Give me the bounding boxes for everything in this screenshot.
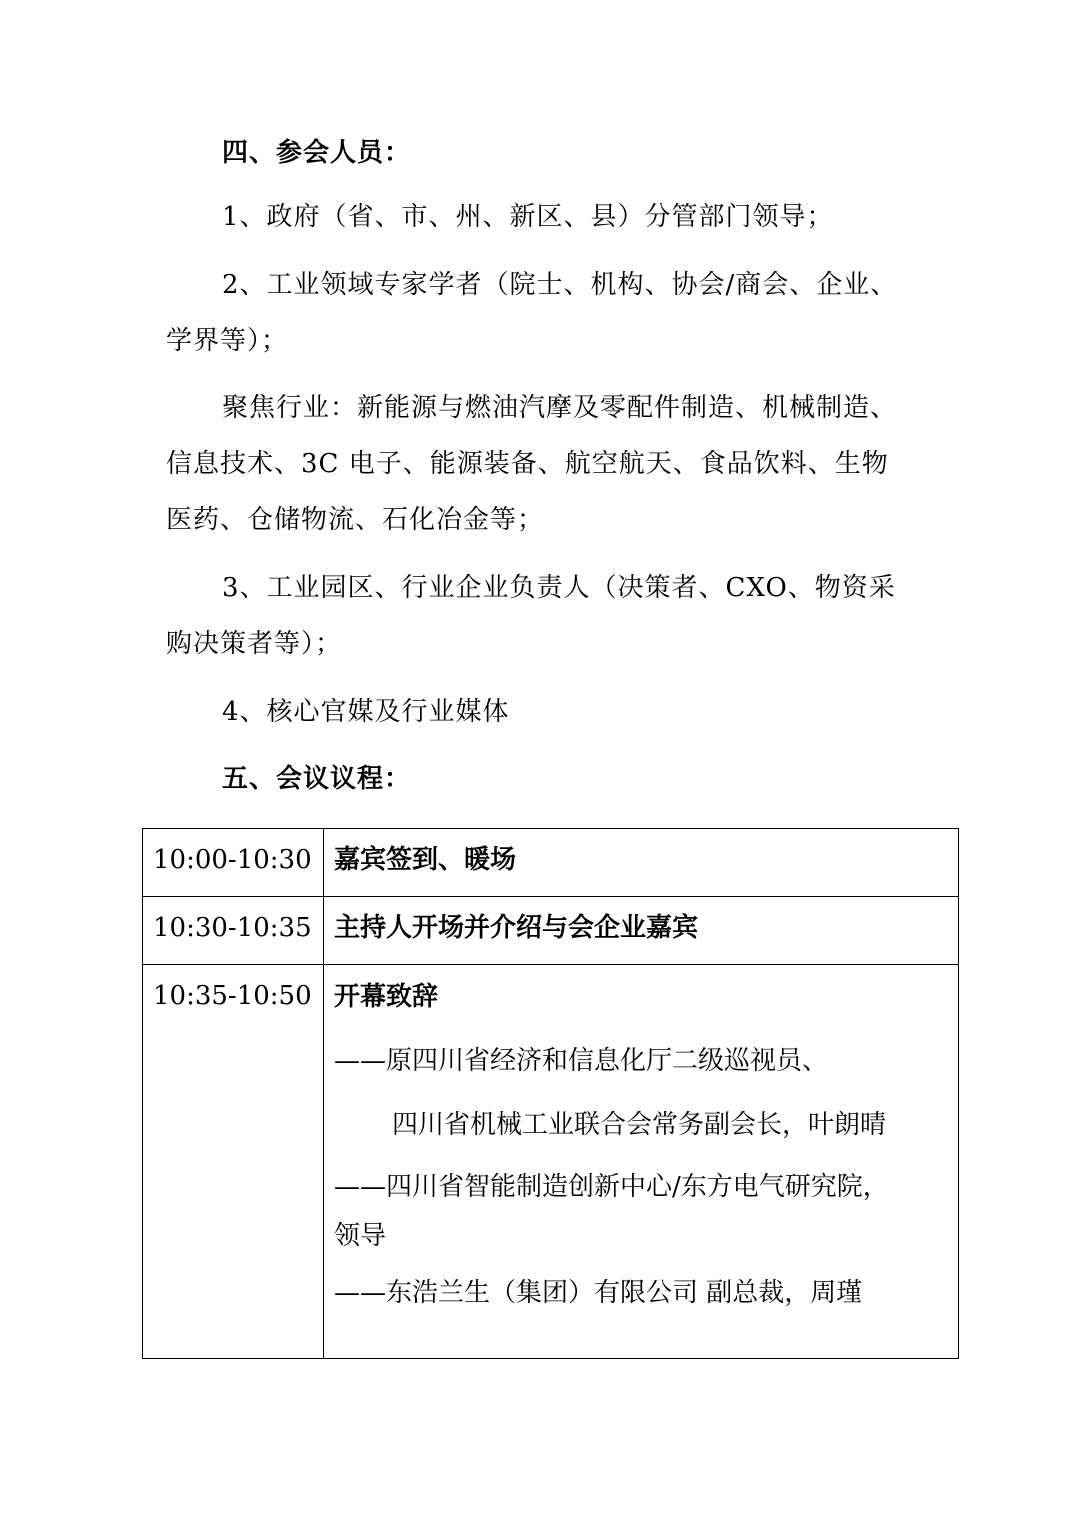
attendee-item-3-line-1: 3、工业园区、行业企业负责人（决策者、CXO、物资采 [222,573,896,603]
section-heading-agenda: 五、会议议程： [222,764,412,794]
agenda-row [143,965,959,1359]
agenda-detail-cell [324,965,959,1359]
agenda-title: 主持人开场并介绍与会企业嘉宾 [324,897,959,965]
agenda-row [143,897,959,965]
speaker-line: 领导 [334,1221,387,1251]
speaker-line: 四川省机械工业联合会常务副会长，叶朗晴 [392,1110,887,1140]
attendee-item-2-line-2: 学界等）； [166,326,289,356]
agenda-time: 10:30-10:35 [143,897,324,965]
attendee-item-2-line-1: 2、工业领域专家学者（院士、机构、协会/商会、企业、 [222,270,898,300]
agenda-title: 开幕致辞 [334,982,439,1012]
agenda-time: 10:35-10:50 [143,965,324,1359]
agenda-table [142,828,959,1359]
focus-industries-line-1: 聚焦行业：新能源与燃油汽摩及零配件制造、机械制造、 [222,393,898,423]
speaker-line: ——原四川省经济和信息化厅二级巡视员、 [334,1046,829,1076]
speaker-line: ——四川省智能制造创新中心/东方电气研究院， [334,1172,889,1202]
agenda-row [143,829,959,897]
section-heading-attendees: 四、参会人员： [222,138,412,168]
agenda-title: 嘉宾签到、暖场 [324,829,959,897]
attendee-item-1: 1、政府（省、市、州、新区、县）分管部门领导； [222,202,834,232]
attendee-item-3-line-2: 购决策者等）； [166,629,343,659]
focus-industries-line-3: 医药、仓储物流、石化冶金等； [166,505,545,535]
agenda-time: 10:00-10:30 [143,829,324,897]
attendee-item-4: 4、核心官媒及行业媒体 [222,697,510,727]
focus-industries-line-2: 信息技术、3C 电子、能源装备、航空航天、食品饮料、生物 [166,449,889,479]
speaker-line: ——东浩兰生（集团）有限公司 副总裁，周瑾 [334,1278,863,1308]
